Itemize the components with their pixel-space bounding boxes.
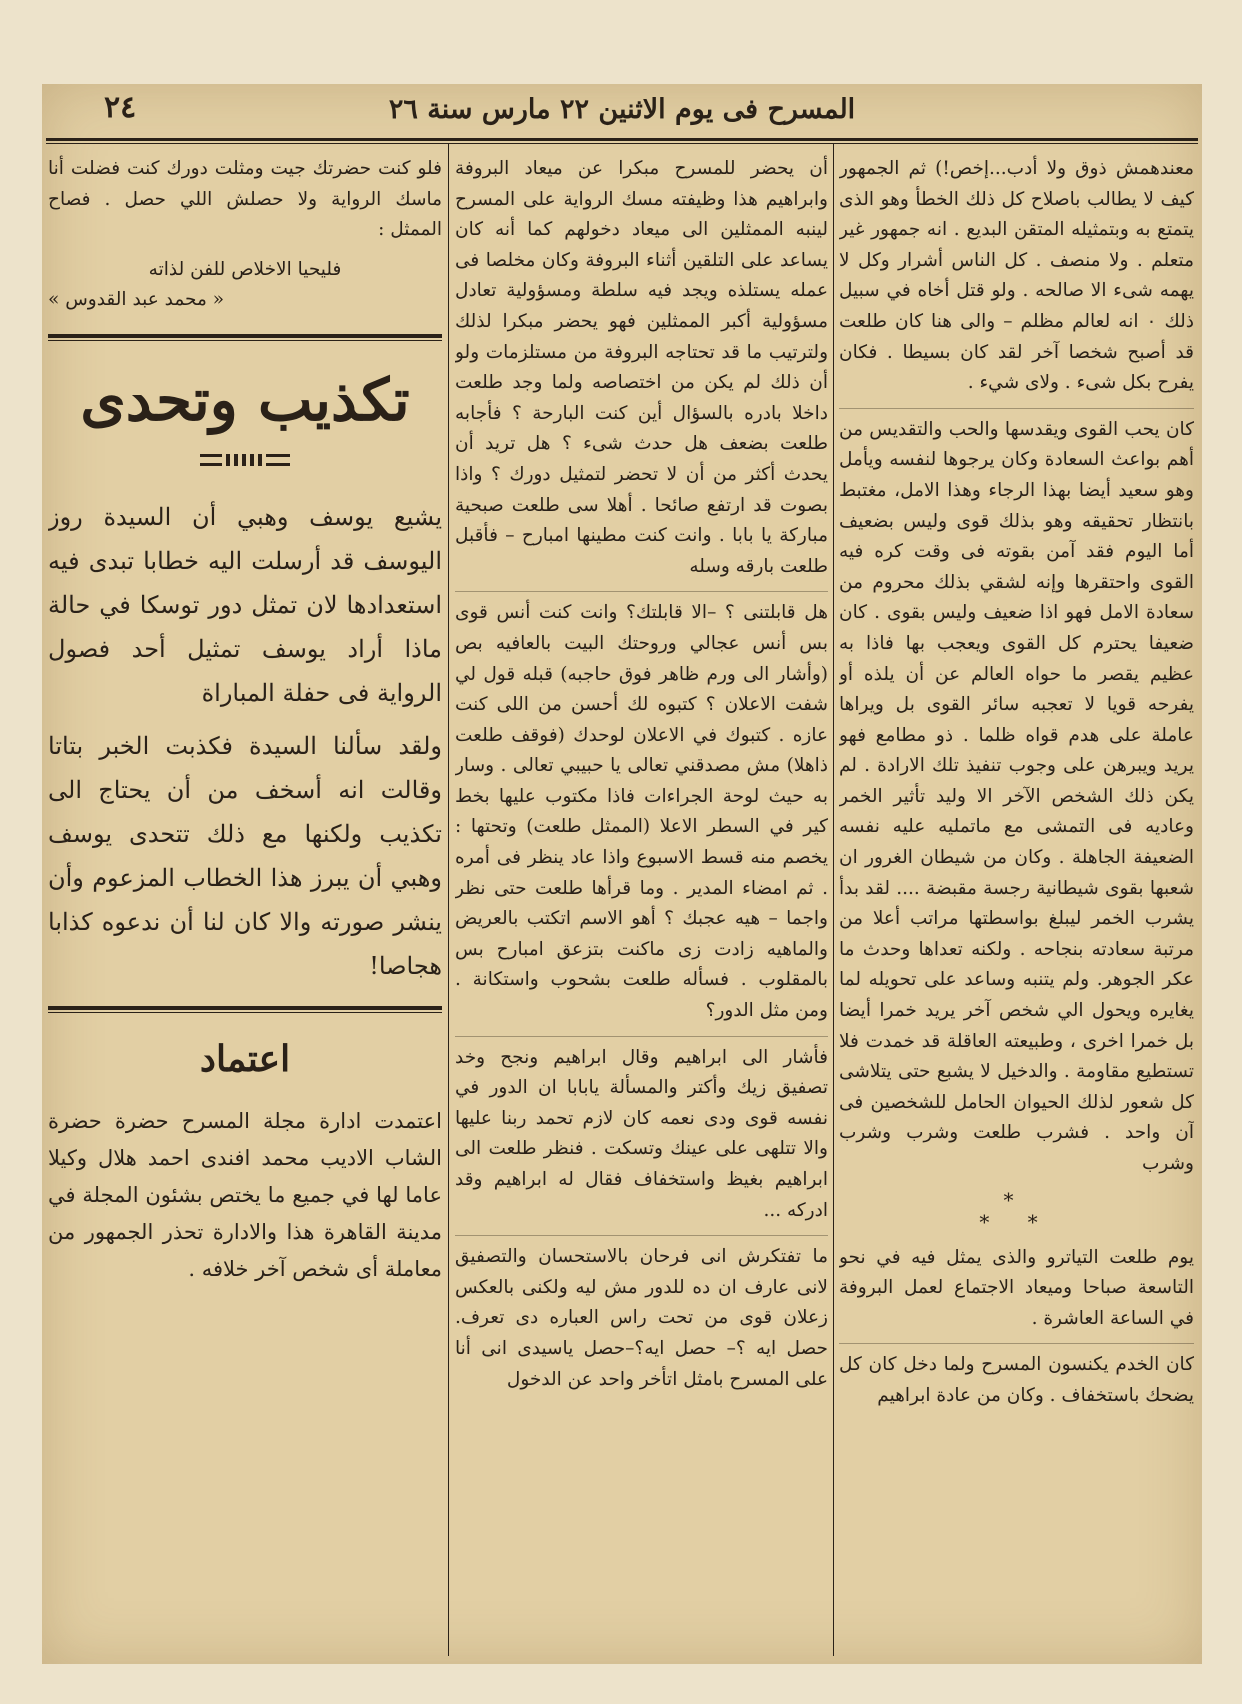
author-signature: « محمد عبد القدوس » <box>48 289 225 311</box>
paragraph: فأشار الى ابراهيم وقال ابراهيم ونجح وخد تصفيق زيك وأكتر والمسألة يابابا ان الدور في نفسه قوى ودى نعمه كان لازم تحمد ربنا عليها والا تتلهى على عينك وتسكت . فنظر طلعت الى ابراهيم بغيظ واستخفاف فقال له ابراهيم وقد ادركه ... <box>455 1036 828 1227</box>
column-right <box>839 154 1194 1654</box>
paragraph: ما تفتكرش انى فرحان بالاستحسان والتصفيق لانى عارف ان ده للدور مش ليه ولكنى بالعكس زعلان قوى من تحت راس العباره دى تعرف. حصل ايه ؟– حصل ايه؟–حصل ياسيدى انى أنا على المسرح بامثل اتأخر واحد عن الدخول <box>455 1235 828 1395</box>
newspaper-page <box>42 84 1202 1664</box>
paragraph: أن يحضر للمسرح مبكرا عن ميعاد البروفة وابراهيم هذا وظيفته مسك الرواية على المسرح لينبه الممثلين الى ميعاد دخولهم كما أنه كان يساعد على التلقين أثناء البروفة وكان مخلصا فى عمله يستلذه ويجد فيه سلطة ومسؤولية تعادل مسؤولية أكبر الممثلين فهو يحضر مبكرا لذلك ولترتيب ما قد تحتاجه البروفة من مستلزمات ولو أن ذلك لم يكن من اختصاصه ولما وجد طلعت داخلا بادره بالسؤال أين كنت البارحة ؟ فأجابه طلعت بضعف هل حدث شىء ؟ هل تريد أن يحدث أكثر من أن لا تحضر لتمثيل دورك ؟ واذا بصوت قد ارتفع صائحا . أهلا سى طلعت صبحية مباركة يا بابا . وانت كنت مطينها امبارح – فأقبل طلعت بارقه وسله <box>455 158 828 577</box>
paragraph: يوم طلعت التياترو والذى يمثل فيه في نحو التاسعة صباحا وميعاد الاجتماع لعمل البروفة في الساعة العاشرة . <box>839 1246 1194 1329</box>
paragraph: هل قابلتنى ؟ –الا قابلتك؟ وانت كنت أنس قوى بس أنس عجالي وروحتك البيت بالعافيه بص (وأشار الى ورم ظاهر فوق حاجبه) قبله قول لي شفت الاعلان ؟ كتبوه لك أحسن من اللى كنت عازه . كتبوك في الاعلان لوحدك (فوقف طلعت ذاهلا) مش مصدقني تعالى يا حبيبي تعالى . وسار به حيث لوحة الجراءات فاذا مكتوب عليها بخط كير في السطر الاعلا (الممثل طلعت) وتحتها : يخصم منه قسط الاسبوع واذا عاد ينظر فى أمره . ثم امضاء المدير . وما قرأها طلعت حتى نظر واجما – هيه عجبك ؟ أهو الاسم اتكتب بالعريض والماهيه زادت زى ماكنت بتزعق امبارح بس بالمقلوب . فسأله طلعت بشحوب واستكانة . ومن مثل الدور؟ <box>455 591 828 1026</box>
paragraph: ولقد سألنا السيدة فكذبت الخبر بتاتا وقالت انه أسخف من أن يحتاج الى تكذيب ولكنها مع ذلك تتحدى يوسف وهبي أن يبرز هذا الخطاب المزعوم وأن ينشر صورته والا كان لنا أن ندعوه كذابا هجاصا! <box>48 731 442 980</box>
section-stars <box>839 1189 1194 1233</box>
column-divider-right <box>833 144 834 1656</box>
closing-quote: فليحيا الاخلاص للفن لذاته <box>148 258 342 280</box>
paragraph: كان يحب القوى ويقدسها والحب والتقديس من أهم بواعث السعادة وكان يرجوها لنفسه ويأمل وهو سعيد أيضا بهذا الرجاء وهذا الامل، مغتبط بانتظار تحقيقه وهو بذلك قوى وليس بضعيف أما اليوم فقد آمن بقوته فى وقت كره فيه القوى واحتقرها وإنه لشقي بذلك محروم من سعادة الامل فهو اذا ضعيف وليس بقوى . كان ضعيفا يحترم كل القوى ويعجب بها فاذا به عظيم يقصر ما حواه العالم عن أن يلذه أو يفرحه قويا لا تعجبه سائر القوى بل ويراها عاملة على هدم قواه ظلما . ذو مطامع فهو يريد ويبرهن على وجوب تنفيذ تلك الارادة . لم يكن ذلك الشخص الآخر الا وليد تأثير الخمر وعاديه فى التمشى مع ماتمليه عليه نفسه الضعيفة الجاهلة . وكان من شيطان الغرور ان شعبها بقوى شيطانية رجسة مقبضة .... لقد بدأ يشرب الخمر ليبلغ بواسطتها مراتب أعلا من مرتبة سعادته بنجاحه . ولكنه تعداها وحدث ما عكر الجوهر. ولم يتنبه وساعد على تحويله لما يغايره ويحول الي شخص آخر يريد خمرا أيضا بل خمرا اخرى ، وطبيعته العاقلة قد خمدت فلا تستطيع مقاومة . والدخيل لا يشبع حتى يتلاشى كل شعور لذلك الحيوان الحامل للشخصين فى آن واحد . فشرب طلعت وشرب وشرب وشرب <box>839 408 1194 1180</box>
header-rule <box>46 138 1198 144</box>
column-left <box>48 154 442 1654</box>
accreditation-notice: اعتمدت ادارة مجلة المسرح حضرة حضرة الشاب الاديب محمد افندى احمد هلال وكيلا عاما لها في جميع ما يختص بشئون المجلة في مدينة القاهرة هذا والادارة تحذر الجمهور من معاملة أى شخص آخر خلافه . <box>48 1108 442 1281</box>
star-mark: * * <box>979 1209 1054 1234</box>
section-rule <box>48 334 442 341</box>
paragraph: معندهمش ذوق ولا أدب...إخص!) ثم الجمهور كيف لا يطالب باصلاح كل ذلك الخطأ وهو الذى يتمتع به وبتمثيله المتقن البديع . انه جمهور غير متعلم . ولا منصف . كل الناس أشرار وكل لا يهمه شىء الا صالحه . ولو قتل أخاه في سبيل ذلك ٠ انه لعالم مظلم – والى هنا كان طلعت قد أصبح شخصا آخر لقد كان بسيطا . فكان يفرح بكل شىء . ولاى شيء . <box>839 158 1194 394</box>
column-divider-left <box>448 144 449 1656</box>
story-ending: فلو كنت حضرتك جيت ومثلت دورك كنت فضلت أنا ماسك الرواية ولا حصلش اللي حصل . فصاح الممثل : <box>48 158 442 241</box>
column-middle <box>455 154 828 1654</box>
ornament-divider <box>200 451 290 469</box>
headline-denial: تكذيب وتحدى <box>80 365 410 434</box>
headline-accreditation: اعتماد <box>199 1037 291 1080</box>
section-rule <box>48 1006 442 1013</box>
paragraph: كان الخدم يكنسون المسرح ولما دخل كان كل يضحك باستخفاف . وكان من عادة ابراهيم <box>839 1343 1194 1411</box>
page-number: ٢٤ <box>104 90 137 125</box>
page-header <box>42 84 1202 138</box>
star-mark: * <box>1003 1187 1030 1212</box>
running-head: المسرح فى يوم الاثنين ٢٢ مارس سنة ٢٦ <box>388 94 856 125</box>
paragraph: يشيع يوسف وهبي أن السيدة روز اليوسف قد أرسلت اليه خطابا تبدى فيه استعدادها لان تمثل دور توسكا في حالة ماذا أراد يوسف تمثيل أحد فصول الرواية فى حفلة المباراة <box>48 502 442 707</box>
denial-article <box>48 495 442 988</box>
